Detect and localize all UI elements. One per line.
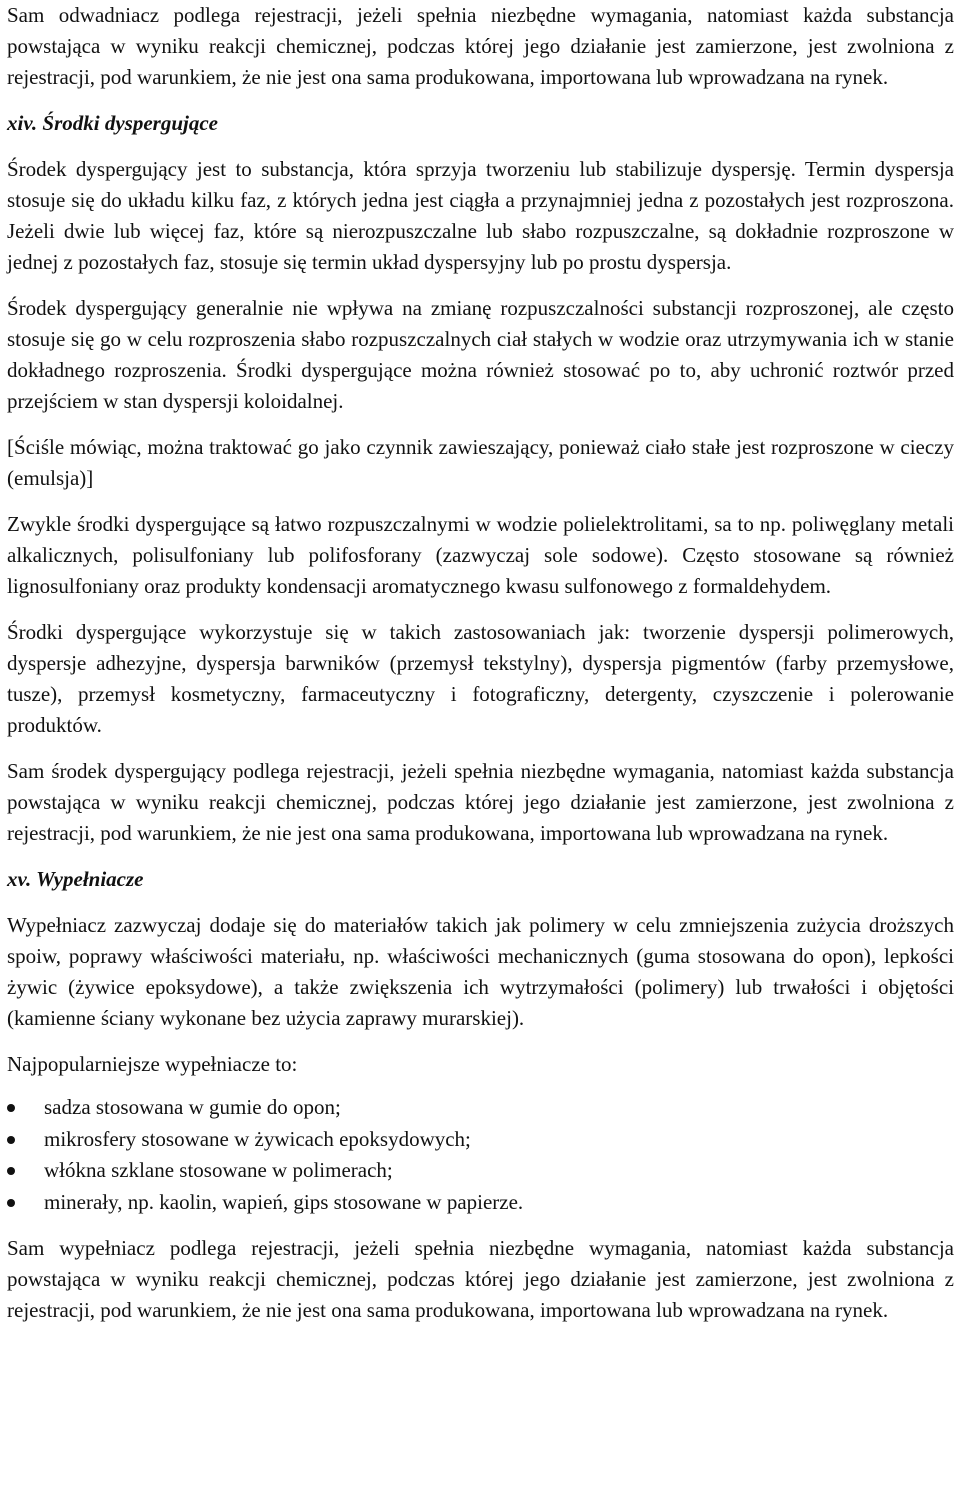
paragraph: Sam środek dyspergujący podlega rejestracji, jeżeli spełnia niezbędne wymagania, natomiast każda substancja powstająca w wyniku reakcji chemicznej, podczas której jego działanie jest zamierzone, jest zwolniona z rejestracji, pod warunkiem, że nie jest ona sama produkowana, importowana lub wprowadzana na rynek. (7, 759, 954, 845)
section-number: xv. (7, 867, 32, 891)
intro-paragraph: Sam odwadniacz podlega rejestracji, jeżeli spełnia niezbędne wymagania, natomiast każda substancja powstająca w wyniku reakcji chemicznej, podczas której jego działanie jest zamierzone, jest zwolniona z rejestracji, pod warunkiem, że nie jest ona sama produkowana, importowana lub wprowadzana na rynek. (7, 3, 954, 89)
closing-paragraph: Sam wypełniacz podlega rejestracji, jeżeli spełnia niezbędne wymagania, natomiast każda substancja powstająca w wyniku reakcji chemicznej, podczas której jego działanie jest zamierzone, jest zwolniona z rejestracji, pod warunkiem, że nie jest ona sama produkowana, importowana lub wprowadzana na rynek. (7, 1236, 954, 1322)
fillers-list (7, 1092, 954, 1218)
section-heading-xiv (7, 108, 954, 139)
bullet-icon (7, 1104, 15, 1112)
list-item-text: mikrosfery stosowane w żywicach epoksydowych; (44, 1126, 471, 1151)
paragraph: Środek dyspergujący jest to substancja, która sprzyja tworzeniu lub stabilizuje dyspersję. Termin dyspersja stosuje się do układu kilku faz, z których jedna jest ciągła a przynajmniej jedna z pozostałych jest rozproszona. Jeżeli dwie lub więcej faz, które są nierozpuszczalne lub słabo rozpuszczalne, są dokładnie rozproszone w jednej z pozostałych faz, stosuje się termin układ dyspersyjny lub po prostu dyspersja. (7, 157, 954, 274)
paragraph: Zwykle środki dyspergujące są łatwo rozpuszczalnymi w wodzie polielektrolitami, sa to np. poliwęglany metali alkalicznych, polisulfoniany lub polifosforany (zazwyczaj sole sodowe). Często stosowane są również lignosulfoniany oraz produkty kondensacji aromatycznego kwasu sulfonowego z formaldehydem. (7, 512, 954, 598)
section-heading-xv (7, 864, 954, 895)
section-title: Wypełniacze (36, 867, 144, 891)
list-item-text: włókna szklane stosowane w polimerach; (44, 1158, 393, 1182)
paragraph: Najpopularniejsze wypełniacze to: (7, 1052, 298, 1076)
list-item-text: minerały, np. kaolin, wapień, gips stosowane w papierze. (44, 1189, 524, 1214)
bullet-icon (7, 1167, 15, 1175)
paragraph: Środki dyspergujące wykorzystuje się w takich zastosowaniach jak: tworzenie dyspersji polimerowych, dyspersje adhezyjne, dyspersja barwników (przemysł tekstylny), dyspersja pigmentów (farby przemysłowe, tusze), przemysł kosmetyczny, farmaceutyczny i fotograficzny, detergenty, czyszczenie i polerowanie produktów. (7, 620, 954, 737)
paragraph: Środek dyspergujący generalnie nie wpływa na zmianę rozpuszczalności substancji rozproszonej, ale często stosuje się go w celu rozproszenia słabo rozpuszczalnych ciał stałych w wodzie oraz utrzymywania ich w stanie dokładnego rozproszenia. Środki dyspergujące można również stosować po to, aby uchronić roztwór przed przejściem w stan dyspersji koloidalnej. (7, 296, 954, 413)
list-item-text: sadza stosowana w gumie do opon; (44, 1095, 341, 1119)
paragraph: [Ściśle mówiąc, można traktować go jako czynnik zawieszający, ponieważ ciało stałe jest rozproszone w cieczy (emulsja)] (7, 435, 954, 490)
list-item (7, 1187, 954, 1219)
bullet-icon (7, 1199, 15, 1207)
list-item (7, 1155, 954, 1187)
paragraph: Wypełniacz zazwyczaj dodaje się do materiałów takich jak polimery w celu zmniejszenia zużycia droższych spoiw, poprawy właściwości materiału, np. właściwości mechanicznych (guma stosowana do opon), lepkości żywic (żywice epoksydowe), a także zwiększenia ich wytrzymałości (polimery) lub trwałości i objętości (kamienne ściany wykonane bez użycia zaprawy murarskiej). (7, 913, 954, 1030)
list-item (7, 1124, 954, 1156)
section-number: xiv. (7, 111, 38, 135)
section-title: Środki dyspergujące (42, 111, 218, 135)
list-item (7, 1092, 954, 1124)
bullet-icon (7, 1136, 15, 1144)
